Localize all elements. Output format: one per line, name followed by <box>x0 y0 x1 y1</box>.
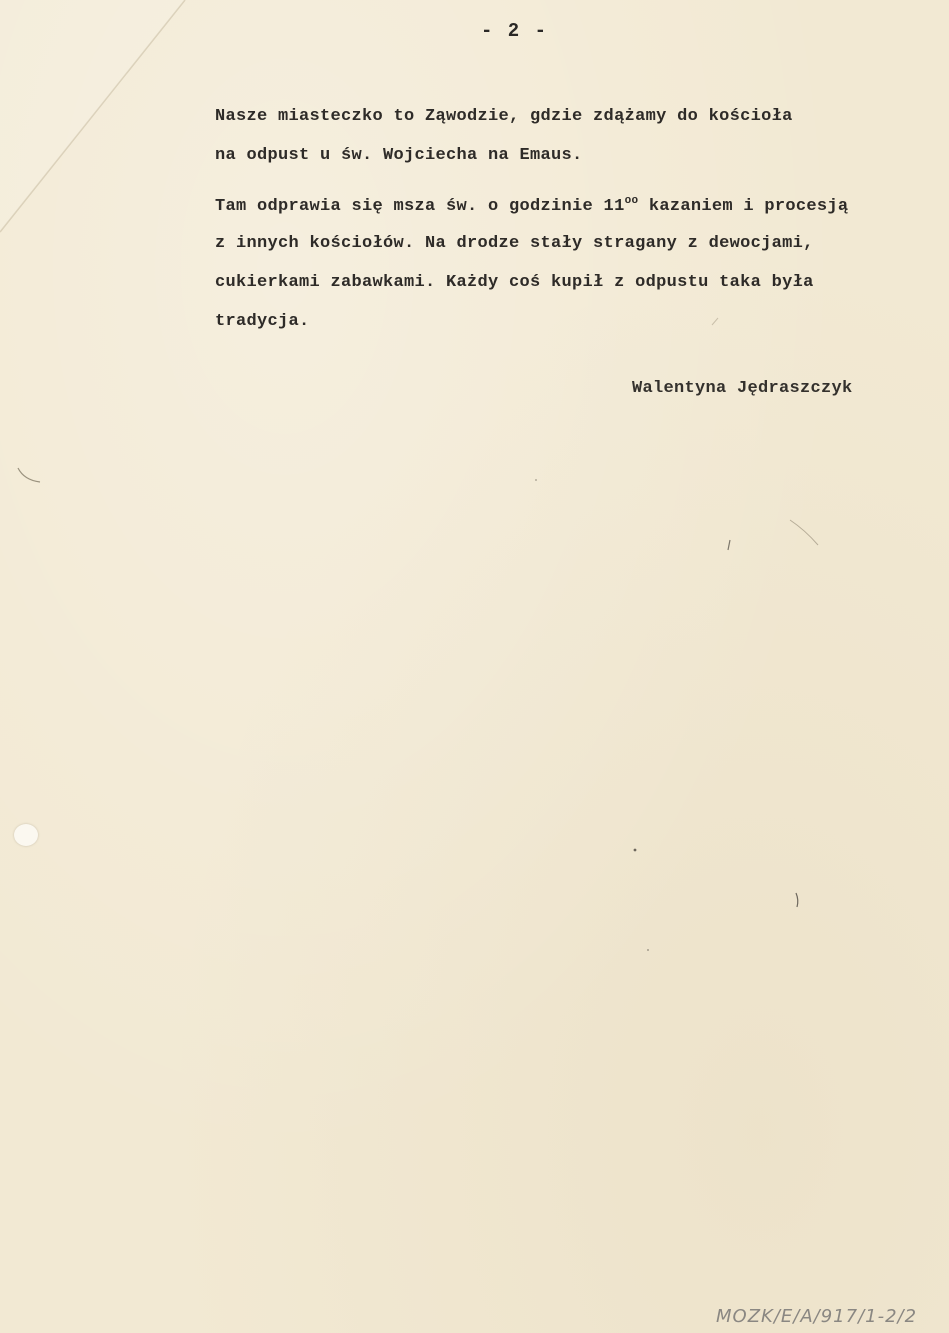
paragraph-2-line-1 <box>215 195 848 216</box>
hour-superscript: oo <box>624 195 639 207</box>
paragraph-2-line-2: z innych kościołów. Na drodze stały stragany z dewocjami, <box>215 234 814 253</box>
paragraph-1-line-1: Nasze miasteczko to Ząwodzie, gdzie zdążamy do kościoła <box>215 107 793 126</box>
archive-reference-pencil: MOZK/E/A/917/1-2/2 <box>716 1306 918 1327</box>
paragraph-2-line-1-end: kazaniem i procesją <box>638 197 849 216</box>
paragraph-1-line-2: na odpust u św. Wojciecha na Emaus. <box>215 146 583 165</box>
paragraph-2-line-4: tradycja. <box>215 312 310 331</box>
paragraph-2-line-1-start: Tam odprawia się msza św. o godzinie 11 <box>215 197 625 216</box>
punch-hole <box>14 824 38 846</box>
paragraph-2-line-3: cukierkami zabawkami. Każdy coś kupił z odpustu taka była <box>215 273 814 292</box>
page-number: - 2 - <box>480 20 548 42</box>
author-signature: Walentyna Jędraszczyk <box>632 379 853 398</box>
